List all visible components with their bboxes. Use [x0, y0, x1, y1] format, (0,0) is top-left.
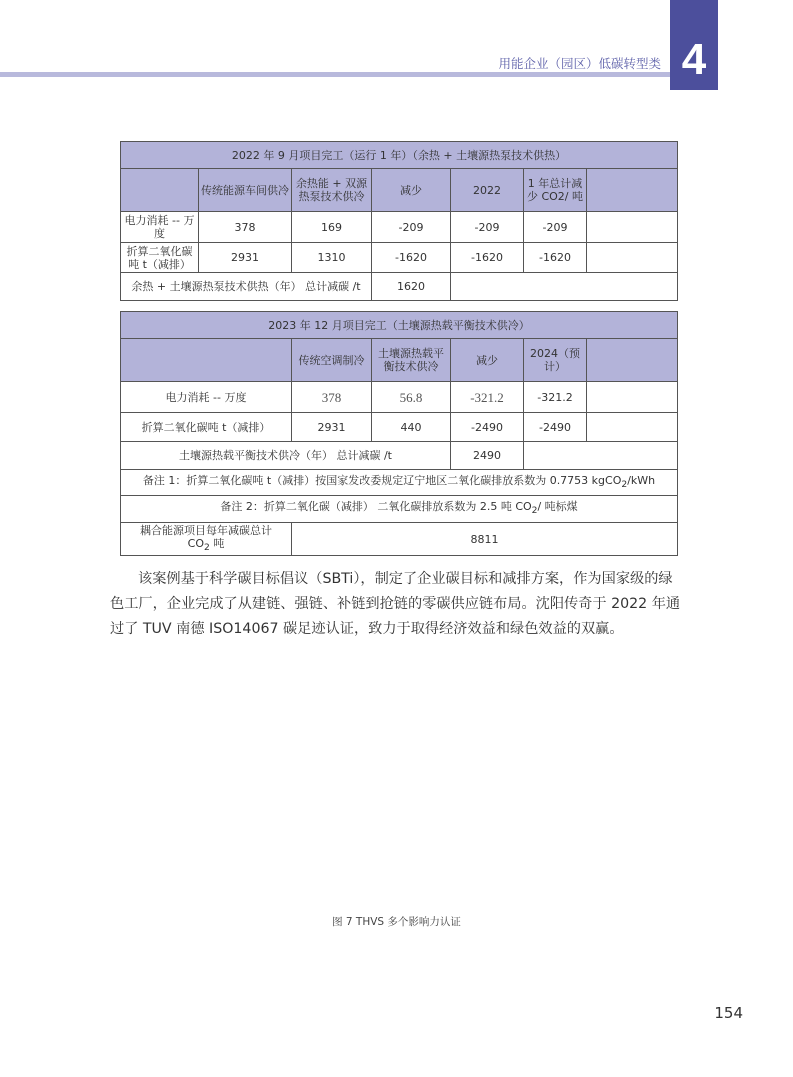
note1-text: 备注 1：折算二氧化碳吨 t（减排）按国家发改委规定辽宁地区二氧化碳排放系数为 0.7753 kgCO — [142, 473, 622, 487]
table-row — [121, 413, 678, 442]
table1-header-blank — [587, 169, 678, 212]
coupled-total-value: 8811 — [292, 523, 678, 556]
chapter-number-badge: 4 — [670, 0, 718, 90]
table-cell: -1620 — [524, 243, 587, 273]
table-row — [121, 212, 678, 243]
table1-header-heatpump: 余热能 + 双源热泵技术供冷 — [292, 169, 372, 212]
table-cell-empty — [587, 212, 678, 243]
table1-header-2022: 2022 — [451, 169, 524, 212]
table-cell: -1620 — [451, 243, 524, 273]
table2-header-blank — [587, 339, 678, 382]
table-cell: -209 — [524, 212, 587, 243]
body-paragraph: 该案例基于科学碳目标倡议（SBTi），制定了企业碳目标和减排方案，作为国家级的绿色工厂，企业完成了从建链、强链、补链到抢链的零碳供应链布局。沈阳传奇于 2022 年通过了 TUV 南德 ISO14067 碳足迹认证，致力于取得经济效益和绿色效益的双赢。 — [110, 571, 681, 637]
table-cell: -2490 — [451, 413, 524, 442]
table1-header-annual: 1 年总计减少 CO2/ 吨 — [524, 169, 587, 212]
table-cell: 56.8 — [372, 382, 451, 413]
table1-header-empty — [121, 169, 199, 212]
table2-summary-value: 2490 — [451, 442, 524, 470]
table1-summary-value: 1620 — [372, 273, 451, 301]
coupled-label-unit: 吨 — [209, 537, 225, 550]
table2-header-traditional: 传统空调制冷 — [292, 339, 372, 382]
table2-summary-label: 土壤源热载平衡技术供冷（年） 总计减碳 /t — [121, 442, 451, 470]
table-cell: 169 — [292, 212, 372, 243]
table1-title: 2022 年 9 月项目完工（运行 1 年）（余热 + 土壤源热泵技术供热） — [121, 142, 678, 169]
header-divider — [0, 72, 670, 77]
table-cell: 2931 — [199, 243, 292, 273]
note2-subscript: 2 — [531, 505, 538, 517]
section-title: 用能企业（园区）低碳转型类 — [498, 56, 661, 71]
table-2023-project — [120, 311, 678, 556]
page-number: 154 — [714, 1004, 743, 1022]
table1-row2-label: 折算二氧化碳吨 t（减排） — [121, 243, 199, 273]
table-cell: 378 — [292, 382, 372, 413]
coupled-label-co: CO — [187, 537, 204, 550]
table2-header-reduction: 减少 — [451, 339, 524, 382]
table2-row2-label: 折算二氧化碳吨 t（减排） — [121, 413, 292, 442]
table1-summary-label: 余热 + 土壤源热泵技术供热（年） 总计减碳 /t — [121, 273, 372, 301]
table-cell: 2931 — [292, 413, 372, 442]
table-cell-empty — [587, 382, 678, 413]
table2-note-1 — [121, 470, 678, 496]
table2-header-empty — [121, 339, 292, 382]
coupled-label-subscript: 2 — [204, 542, 210, 554]
table1-header-traditional: 传统能源车间供冷 — [199, 169, 292, 212]
note2-unit: / 吨标煤 — [537, 500, 578, 514]
table-cell: -209 — [451, 212, 524, 243]
table1-header-reduction: 减少 — [372, 169, 451, 212]
table2-note-2 — [121, 496, 678, 523]
figure-caption: 图 7 THVS 多个影响力认证 — [332, 916, 461, 928]
note2-text: 备注 2：折算二氧化碳（减排） 二氧化碳排放系数为 2.5 吨 CO — [220, 500, 532, 514]
table1-row1-label: 电力消耗 -- 万度 — [121, 212, 199, 243]
table-2022-project — [120, 141, 678, 301]
coupled-label-line1: 耦合能源项目每年减碳总计 — [140, 524, 272, 537]
table2-summary-empty — [524, 442, 678, 470]
table-cell: -321.2 — [451, 382, 524, 413]
table-cell-empty — [587, 243, 678, 273]
table-cell: -1620 — [372, 243, 451, 273]
table-cell-empty — [587, 413, 678, 442]
table-row — [121, 382, 678, 413]
table-row — [121, 243, 678, 273]
table-cell: 440 — [372, 413, 451, 442]
note1-unit: /kWh — [627, 473, 656, 487]
table2-title: 2023 年 12 月项目完工（土壤源热载平衡技术供冷） — [121, 312, 678, 339]
coupled-total-label — [121, 523, 292, 556]
table-cell: -2490 — [524, 413, 587, 442]
table-cell: 1310 — [292, 243, 372, 273]
table2-header-2024: 2024（预计） — [524, 339, 587, 382]
table1-summary-empty — [451, 273, 678, 301]
table-cell: 378 — [199, 212, 292, 243]
table2-row1-label: 电力消耗 -- 万度 — [121, 382, 292, 413]
table2-header-ground-source: 土壤源热载平衡技术供冷 — [372, 339, 451, 382]
note1-subscript: 2 — [621, 479, 628, 491]
table-cell: -209 — [372, 212, 451, 243]
table-cell: -321.2 — [524, 382, 587, 413]
